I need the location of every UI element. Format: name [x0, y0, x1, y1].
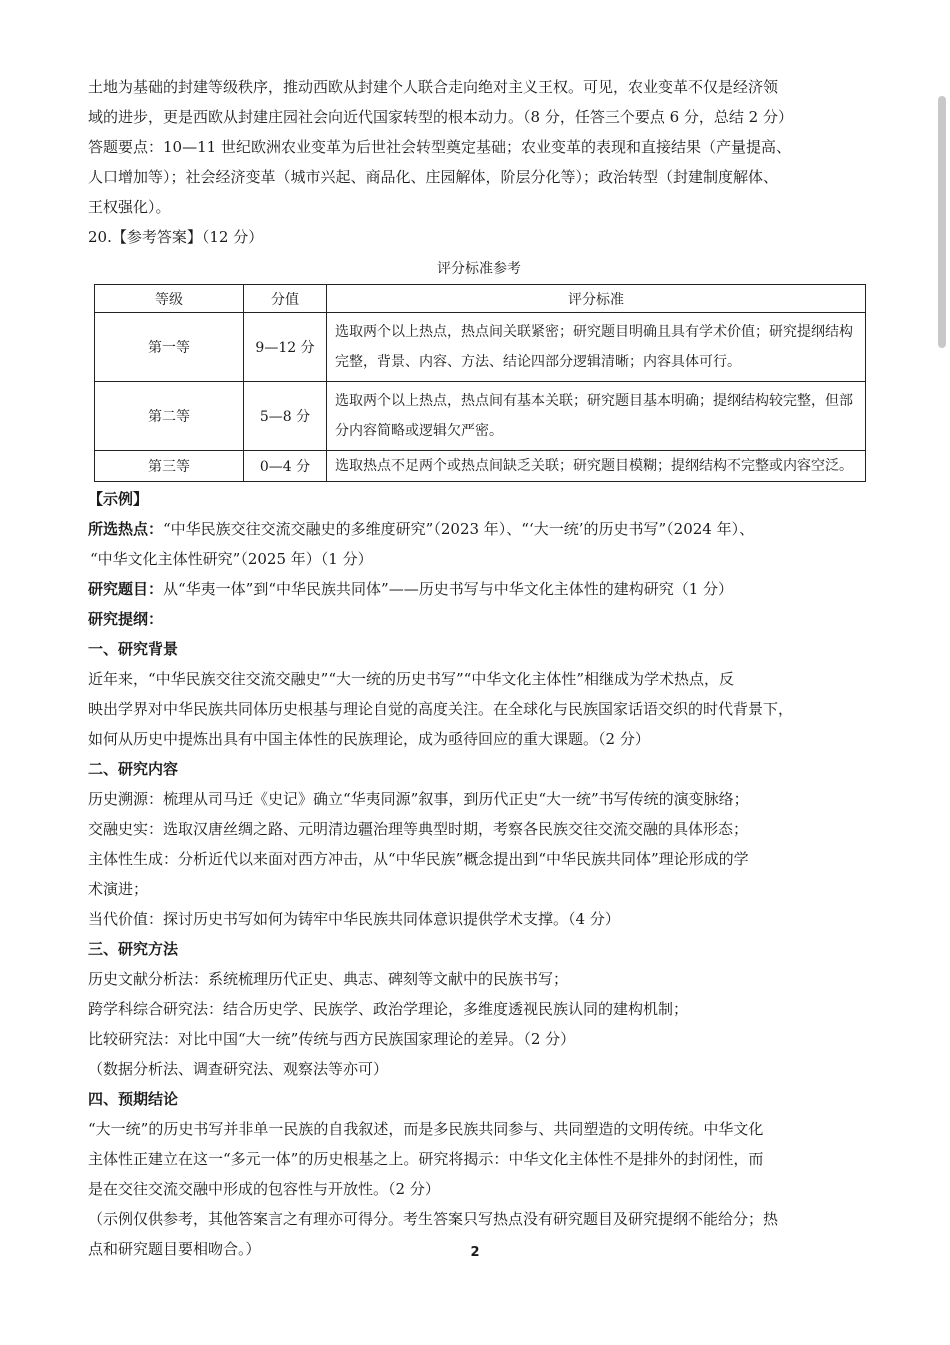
note-line: 点和研究题目要相吻合。）: [88, 1240, 261, 1258]
page-content: [88, 72, 870, 1264]
table-row: [95, 313, 866, 382]
header-score: 分值: [244, 285, 327, 313]
body-line: 是在交往交流交融中形成的包容性与开放性。（2 分）: [88, 1180, 440, 1198]
criteria-cell: 选取热点不足两个或热点间缺乏关联；研究题目模糊；提纲结构不完整或内容空泛。: [327, 451, 866, 482]
topic-label: 研究题目：: [88, 580, 164, 598]
body-line: 如何从历史中提炼出具有中国主体性的民族理论，成为亟待回应的重大课题。（2 分）: [88, 730, 650, 748]
body-line: 术演进；: [88, 880, 149, 898]
body-line: 当代价值：探讨历史书写如何为铸牢中华民族共同体意识提供学术支撑。（4 分）: [88, 910, 620, 928]
header-level: 等级: [95, 285, 244, 313]
score-cell: 5—8 分: [244, 382, 327, 451]
scrollbar-thumb[interactable]: [938, 96, 946, 348]
level-cell: 第二等: [95, 382, 244, 451]
answer-key-line: 人口增加等）；社会经济变革（城市兴起、商品化、庄园解体，阶层分化等）；政治转型（封建制度解体、: [88, 168, 779, 186]
paragraph-line: 域的进步，更是西欧从封建庄园社会向近代国家转型的根本动力。（8 分，任答三个要点 6 分，总结 2 分）: [88, 108, 793, 126]
score-cell: 0—4 分: [244, 451, 327, 482]
body-line: 主体性正建立在这一“多元一体”的历史根基之上。研究将揭示：中华文化主体性不是排外的封闭性，而: [88, 1150, 764, 1168]
level-cell: 第三等: [95, 451, 244, 482]
grading-table: [94, 284, 866, 482]
answer-key-line: 答题要点：10—11 世纪欧洲农业变革为后世社会转型奠定基础；农业变革的表现和直接结果（产量提高、: [88, 138, 791, 156]
body-line: 跨学科综合研究法：结合历史学、民族学、政治学理论，多维度透视民族认同的建构机制；: [88, 1000, 689, 1018]
body-line: 交融史实：选取汉唐丝绸之路、元明清边疆治理等典型时期，考察各民族交往交流交融的具体形态；: [88, 820, 749, 838]
body-line: 映出学界对中华民族共同体历史根基与理论自觉的高度关注。在全球化与民族国家话语交织的时代背景下，: [88, 700, 794, 718]
body-line: “大一统”的历史书写并非单一民族的自我叙述，而是多民族共同参与、共同塑造的文明传统。中华文化: [88, 1120, 764, 1138]
score-cell: 9—12 分: [244, 313, 327, 382]
table-row: [95, 451, 866, 482]
hotspots-line-continued: “中华文化主体性研究”（2025 年）（1 分）: [90, 550, 373, 568]
section-title-conclusion: 四、预期结论: [88, 1090, 179, 1108]
section-title-methods: 三、研究方法: [88, 940, 179, 958]
answer-key-line: 王权强化）。: [88, 198, 171, 216]
question-20-heading: 20.【参考答案】（12 分）: [88, 228, 264, 246]
body-line: 历史溯源：梳理从司马迁《史记》确立“华夷同源”叙事，到历代正史“大一统”书写传统的演变脉络；: [88, 790, 749, 808]
criteria-cell: 选取两个以上热点，热点间关联紧密；研究题目明确且具有学术价值；研究提纲结构完整，背景、内容、方法、结论四部分逻辑清晰；内容具体可行。: [327, 313, 866, 382]
page-number: 2: [470, 1245, 480, 1260]
paragraph-line: 土地为基础的封建等级秩序，推动西欧从封建个人联合走向绝对主义王权。可见，农业变革不仅是经济领: [88, 78, 779, 96]
body-line: 主体性生成：分析近代以来面对西方冲击，从“中华民族”概念提出到“中华民族共同体”理论形成的学: [88, 850, 749, 868]
table-row: [95, 382, 866, 451]
body-line: 近年来，“中华民族交往交流交融史”“大一统的历史书写”“中华文化主体性”相继成为学术热点，反: [88, 670, 735, 688]
table-header-row: [95, 285, 866, 313]
body-line: （数据分析法、调查研究法、观察法等亦可）: [88, 1060, 389, 1078]
hotspots-text: “中华民族交往交流交融史的多维度研究”（2023 年）、“‘大一统’的历史书写”（2024 年）、: [163, 520, 755, 538]
body-line: 历史文献分析法：系统梳理历代正史、典志、碑刻等文献中的民族书写；: [88, 970, 569, 988]
hotspots-line: [88, 514, 870, 544]
topic-line: [88, 574, 870, 604]
section-title-background: 一、研究背景: [88, 640, 179, 658]
note-line: （示例仅供参考，其他答案言之有理亦可得分。考生答案只写热点没有研究题目及研究提纲不能给分；热: [88, 1210, 779, 1228]
section-title-content: 二、研究内容: [88, 760, 179, 778]
body-line: 比较研究法：对比中国“大一统”传统与西方民族国家理论的差异。（2 分）: [88, 1030, 576, 1048]
table-caption: 评分标准参考: [437, 261, 521, 277]
level-cell: 第一等: [95, 313, 244, 382]
outline-label: 研究提纲：: [88, 610, 164, 628]
criteria-cell: 选取两个以上热点，热点间有基本关联；研究题目基本明确；提纲结构较完整，但部分内容简略或逻辑欠严密。: [327, 382, 866, 451]
hotspots-label: 所选热点：: [88, 520, 164, 538]
example-title: 【示例】: [88, 490, 149, 508]
topic-text: 从“华夷一体”到“中华民族共同体”——历史书写与中华文化主体性的建构研究（1 分）: [163, 580, 734, 598]
header-criteria: 评分标准: [327, 285, 866, 313]
